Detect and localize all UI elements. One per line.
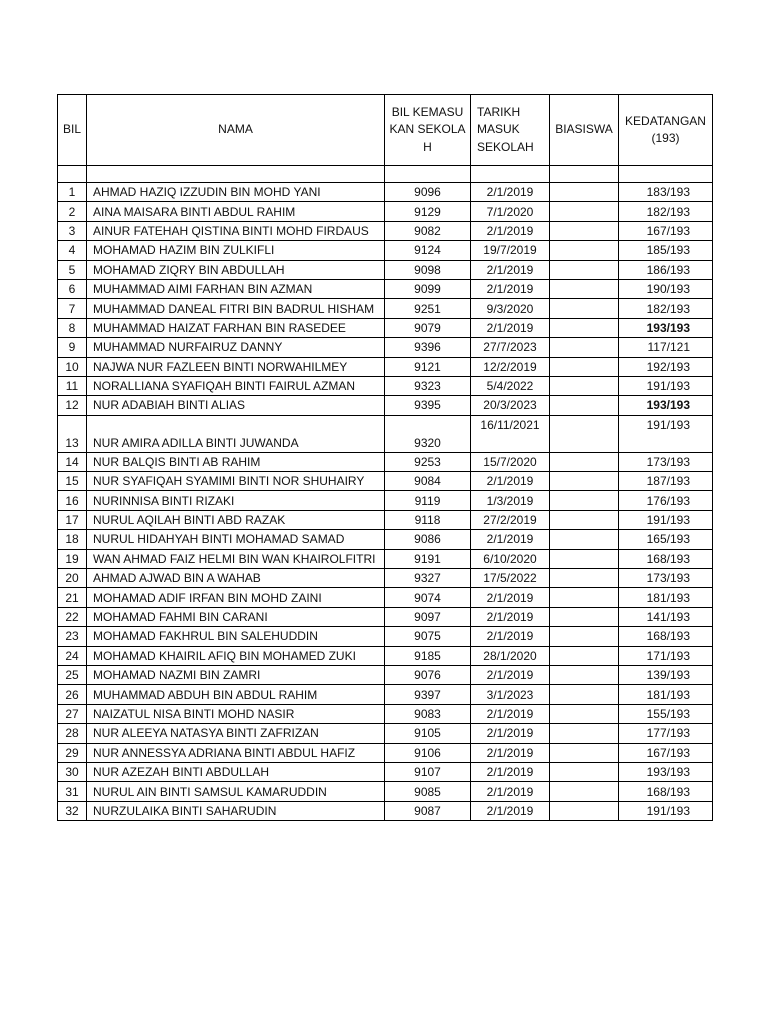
table-row: [58, 260, 713, 279]
scholarship: [550, 260, 619, 279]
table-row: [58, 530, 713, 549]
enrol-date: 2/1/2019: [471, 472, 550, 491]
table-row: [58, 318, 713, 337]
row-number: 1: [58, 183, 87, 202]
attendance: 168/193: [619, 549, 713, 568]
student-name: AHMAD AJWAD BIN A WAHAB: [87, 569, 385, 588]
student-name: NURUL HIDAHYAH BINTI MOHAMAD SAMAD: [87, 530, 385, 549]
attendance: 190/193: [619, 279, 713, 298]
header-biasiswa: BIASISWA: [550, 95, 619, 166]
admission-number: 9084: [385, 472, 471, 491]
scholarship: [550, 607, 619, 626]
row-number: 4: [58, 241, 87, 260]
attendance: 193/193: [619, 762, 713, 781]
header-kemasukan: BIL KEMASUKAN SEKOLAH: [385, 95, 471, 166]
table-row: [58, 549, 713, 568]
scholarship: [550, 762, 619, 781]
table-row: [58, 724, 713, 743]
student-name: AHMAD HAZIQ IZZUDIN BIN MOHD YANI: [87, 183, 385, 202]
attendance: 186/193: [619, 260, 713, 279]
attendance: 117/121: [619, 338, 713, 357]
enrol-date: 1/3/2019: [471, 491, 550, 510]
enrol-date: 2/1/2019: [471, 782, 550, 801]
row-number: 24: [58, 646, 87, 665]
attendance: 173/193: [619, 452, 713, 471]
row-number: 19: [58, 549, 87, 568]
table-row: [58, 202, 713, 221]
table-row: [58, 241, 713, 260]
enrol-date: 2/1/2019: [471, 279, 550, 298]
row-number: 21: [58, 588, 87, 607]
row-number: 18: [58, 530, 87, 549]
row-number: 16: [58, 491, 87, 510]
admission-number: 9074: [385, 588, 471, 607]
row-number: 14: [58, 452, 87, 471]
student-name: NURUL AQILAH BINTI ABD RAZAK: [87, 510, 385, 529]
blank-cell: [619, 166, 713, 183]
enrol-date: 17/5/2022: [471, 569, 550, 588]
student-name: NUR ANNESSYA ADRIANA BINTI ABDUL HAFIZ: [87, 743, 385, 762]
enrol-date: 12/2/2019: [471, 357, 550, 376]
attendance: 191/193: [619, 801, 713, 820]
admission-number: 9397: [385, 685, 471, 704]
attendance: 182/193: [619, 202, 713, 221]
student-name: NUR ALEEYA NATASYA BINTI ZAFRIZAN: [87, 724, 385, 743]
student-name: AINA MAISARA BINTI ABDUL RAHIM: [87, 202, 385, 221]
blank-cell: [471, 166, 550, 183]
admission-number: 9082: [385, 221, 471, 240]
table-row: [58, 376, 713, 395]
student-name: MUHAMMAD HAIZAT FARHAN BIN RASEDEE: [87, 318, 385, 337]
admission-number: 9191: [385, 549, 471, 568]
student-name: NUR AZEZAH BINTI ABDULLAH: [87, 762, 385, 781]
table-row: [58, 569, 713, 588]
admission-number: 9121: [385, 357, 471, 376]
admission-number: 9119: [385, 491, 471, 510]
attendance: 187/193: [619, 472, 713, 491]
enrol-date: 19/7/2019: [471, 241, 550, 260]
enrol-date: 20/3/2023: [471, 396, 550, 415]
student-name: AINUR FATEHAH QISTINA BINTI MOHD FIRDAUS: [87, 221, 385, 240]
enrol-date: 2/1/2019: [471, 743, 550, 762]
student-name: NUR BALQIS BINTI AB RAHIM: [87, 452, 385, 471]
student-name: NURUL AIN BINTI SAMSUL KAMARUDDIN: [87, 782, 385, 801]
enrol-date: 2/1/2019: [471, 665, 550, 684]
header-bil: BIL: [58, 95, 87, 166]
blank-cell: [385, 166, 471, 183]
scholarship: [550, 299, 619, 318]
row-number: 20: [58, 569, 87, 588]
student-name: NUR SYAFIQAH SYAMIMI BINTI NOR SHUHAIRY: [87, 472, 385, 491]
attendance: 191/193: [619, 376, 713, 395]
admission-number: 9320: [385, 415, 471, 452]
attendance: 185/193: [619, 241, 713, 260]
scholarship: [550, 588, 619, 607]
table-row: [58, 183, 713, 202]
scholarship: [550, 396, 619, 415]
table-row: [58, 452, 713, 471]
row-number: 23: [58, 627, 87, 646]
student-name: NURINNISA BINTI RIZAKI: [87, 491, 385, 510]
row-number: 29: [58, 743, 87, 762]
attendance: 193/193: [619, 396, 713, 415]
attendance: 168/193: [619, 627, 713, 646]
attendance: 177/193: [619, 724, 713, 743]
attendance: 192/193: [619, 357, 713, 376]
header-nama: NAMA: [87, 95, 385, 166]
enrol-date: 2/1/2019: [471, 704, 550, 723]
blank-cell: [550, 166, 619, 183]
blank-cell: [87, 166, 385, 183]
attendance: 181/193: [619, 588, 713, 607]
table-row: [58, 415, 713, 452]
admission-number: 9097: [385, 607, 471, 626]
attendance: 165/193: [619, 530, 713, 549]
row-number: 31: [58, 782, 87, 801]
table-body: [58, 183, 713, 821]
table-row: [58, 472, 713, 491]
enrol-date: 2/1/2019: [471, 801, 550, 820]
row-number: 13: [58, 415, 87, 452]
table-row: [58, 607, 713, 626]
table-row: [58, 221, 713, 240]
row-number: 2: [58, 202, 87, 221]
scholarship: [550, 183, 619, 202]
admission-number: 9251: [385, 299, 471, 318]
table-row: [58, 357, 713, 376]
scholarship: [550, 569, 619, 588]
admission-number: 9395: [385, 396, 471, 415]
admission-number: 9087: [385, 801, 471, 820]
row-number: 7: [58, 299, 87, 318]
scholarship: [550, 743, 619, 762]
scholarship: [550, 221, 619, 240]
table-row: [58, 279, 713, 298]
scholarship: [550, 357, 619, 376]
attendance-table: [57, 94, 713, 821]
student-name: NUR ADABIAH BINTI ALIAS: [87, 396, 385, 415]
attendance: 173/193: [619, 569, 713, 588]
table-row: [58, 665, 713, 684]
scholarship: [550, 510, 619, 529]
admission-number: 9079: [385, 318, 471, 337]
student-name: MOHAMAD KHAIRIL AFIQ BIN MOHAMED ZUKI: [87, 646, 385, 665]
attendance: 155/193: [619, 704, 713, 723]
student-name: NAIZATUL NISA BINTI MOHD NASIR: [87, 704, 385, 723]
row-number: 5: [58, 260, 87, 279]
enrol-date: 28/1/2020: [471, 646, 550, 665]
blank-cell: [58, 166, 87, 183]
row-number: 28: [58, 724, 87, 743]
admission-number: 9098: [385, 260, 471, 279]
enrol-date: 2/1/2019: [471, 318, 550, 337]
scholarship: [550, 530, 619, 549]
attendance: 176/193: [619, 491, 713, 510]
enrol-date: 27/7/2023: [471, 338, 550, 357]
table-row: [58, 396, 713, 415]
admission-number: 9099: [385, 279, 471, 298]
admission-number: 9118: [385, 510, 471, 529]
admission-number: 9323: [385, 376, 471, 395]
table-row: [58, 743, 713, 762]
row-number: 27: [58, 704, 87, 723]
header-kedatangan: KEDATANGAN (193): [619, 95, 713, 166]
enrol-date: 7/1/2020: [471, 202, 550, 221]
enrol-date: 6/10/2020: [471, 549, 550, 568]
admission-number: 9327: [385, 569, 471, 588]
table-row: [58, 299, 713, 318]
attendance: 193/193: [619, 318, 713, 337]
scholarship: [550, 704, 619, 723]
scholarship: [550, 241, 619, 260]
scholarship: [550, 318, 619, 337]
enrol-date: 5/4/2022: [471, 376, 550, 395]
scholarship: [550, 415, 619, 452]
student-name: MOHAMAD ZIQRY BIN ABDULLAH: [87, 260, 385, 279]
student-name: MUHAMMAD ABDUH BIN ABDUL RAHIM: [87, 685, 385, 704]
scholarship: [550, 376, 619, 395]
scholarship: [550, 627, 619, 646]
student-name: WAN AHMAD FAIZ HELMI BIN WAN KHAIROLFITRI: [87, 549, 385, 568]
student-name: MOHAMAD FAHMI BIN CARANI: [87, 607, 385, 626]
row-number: 22: [58, 607, 87, 626]
admission-number: 9106: [385, 743, 471, 762]
scholarship: [550, 491, 619, 510]
enrol-date: 2/1/2019: [471, 260, 550, 279]
enrol-date: 27/2/2019: [471, 510, 550, 529]
student-name: NUR AMIRA ADILLA BINTI JUWANDA: [87, 415, 385, 452]
table-row: [58, 338, 713, 357]
admission-number: 9086: [385, 530, 471, 549]
table-row: [58, 782, 713, 801]
enrol-date: 2/1/2019: [471, 627, 550, 646]
table-row: [58, 491, 713, 510]
admission-number: 9396: [385, 338, 471, 357]
enrol-date: 3/1/2023: [471, 685, 550, 704]
attendance: 171/193: [619, 646, 713, 665]
scholarship: [550, 782, 619, 801]
enrol-date: 16/11/2021: [471, 415, 550, 452]
enrol-date: 9/3/2020: [471, 299, 550, 318]
admission-number: 9085: [385, 782, 471, 801]
row-number: 12: [58, 396, 87, 415]
attendance: 167/193: [619, 221, 713, 240]
student-name: NURZULAIKA BINTI SAHARUDIN: [87, 801, 385, 820]
row-number: 17: [58, 510, 87, 529]
row-number: 26: [58, 685, 87, 704]
attendance: 181/193: [619, 685, 713, 704]
enrol-date: 2/1/2019: [471, 530, 550, 549]
row-number: 11: [58, 376, 87, 395]
row-number: 15: [58, 472, 87, 491]
table-row: [58, 685, 713, 704]
admission-number: 9096: [385, 183, 471, 202]
attendance: 183/193: [619, 183, 713, 202]
admission-number: 9129: [385, 202, 471, 221]
enrol-date: 2/1/2019: [471, 607, 550, 626]
enrol-date: 2/1/2019: [471, 221, 550, 240]
student-name: MOHAMAD ADIF IRFAN BIN MOHD ZAINI: [87, 588, 385, 607]
enrol-date: 2/1/2019: [471, 724, 550, 743]
attendance: 141/193: [619, 607, 713, 626]
table-row: [58, 762, 713, 781]
row-number: 10: [58, 357, 87, 376]
scholarship: [550, 801, 619, 820]
student-name: NAJWA NUR FAZLEEN BINTI NORWAHILMEY: [87, 357, 385, 376]
table-row: [58, 510, 713, 529]
scholarship: [550, 452, 619, 471]
row-number: 30: [58, 762, 87, 781]
row-number: 9: [58, 338, 87, 357]
row-number: 3: [58, 221, 87, 240]
table-row: [58, 588, 713, 607]
attendance: 168/193: [619, 782, 713, 801]
admission-number: 9083: [385, 704, 471, 723]
row-number: 25: [58, 665, 87, 684]
attendance: 167/193: [619, 743, 713, 762]
student-name: NORALLIANA SYAFIQAH BINTI FAIRUL AZMAN: [87, 376, 385, 395]
blank-row: [58, 166, 713, 183]
enrol-date: 15/7/2020: [471, 452, 550, 471]
enrol-date: 2/1/2019: [471, 183, 550, 202]
student-name: MOHAMAD NAZMI BIN ZAMRI: [87, 665, 385, 684]
scholarship: [550, 472, 619, 491]
scholarship: [550, 549, 619, 568]
table-row: [58, 627, 713, 646]
scholarship: [550, 338, 619, 357]
attendance: 182/193: [619, 299, 713, 318]
attendance: 191/193: [619, 510, 713, 529]
attendance: 139/193: [619, 665, 713, 684]
admission-number: 9076: [385, 665, 471, 684]
admission-number: 9105: [385, 724, 471, 743]
student-name: MOHAMAD HAZIM BIN ZULKIFLI: [87, 241, 385, 260]
student-name: MOHAMAD FAKHRUL BIN SALEHUDDIN: [87, 627, 385, 646]
admission-number: 9253: [385, 452, 471, 471]
admission-number: 9107: [385, 762, 471, 781]
table-row: [58, 704, 713, 723]
admission-number: 9075: [385, 627, 471, 646]
enrol-date: 2/1/2019: [471, 588, 550, 607]
scholarship: [550, 279, 619, 298]
table-row: [58, 801, 713, 820]
scholarship: [550, 724, 619, 743]
student-name: MUHAMMAD AIMI FARHAN BIN AZMAN: [87, 279, 385, 298]
table-row: [58, 646, 713, 665]
header-tarikh: TARIKH MASUK SEKOLAH: [471, 95, 550, 166]
admission-number: 9124: [385, 241, 471, 260]
attendance: 191/193: [619, 415, 713, 452]
scholarship: [550, 685, 619, 704]
admission-number: 9185: [385, 646, 471, 665]
scholarship: [550, 646, 619, 665]
row-number: 32: [58, 801, 87, 820]
row-number: 6: [58, 279, 87, 298]
row-number: 8: [58, 318, 87, 337]
scholarship: [550, 202, 619, 221]
student-name: MUHAMMAD DANEAL FITRI BIN BADRUL HISHAM: [87, 299, 385, 318]
student-name: MUHAMMAD NURFAIRUZ DANNY: [87, 338, 385, 357]
scholarship: [550, 665, 619, 684]
header-row: [58, 95, 713, 166]
enrol-date: 2/1/2019: [471, 762, 550, 781]
